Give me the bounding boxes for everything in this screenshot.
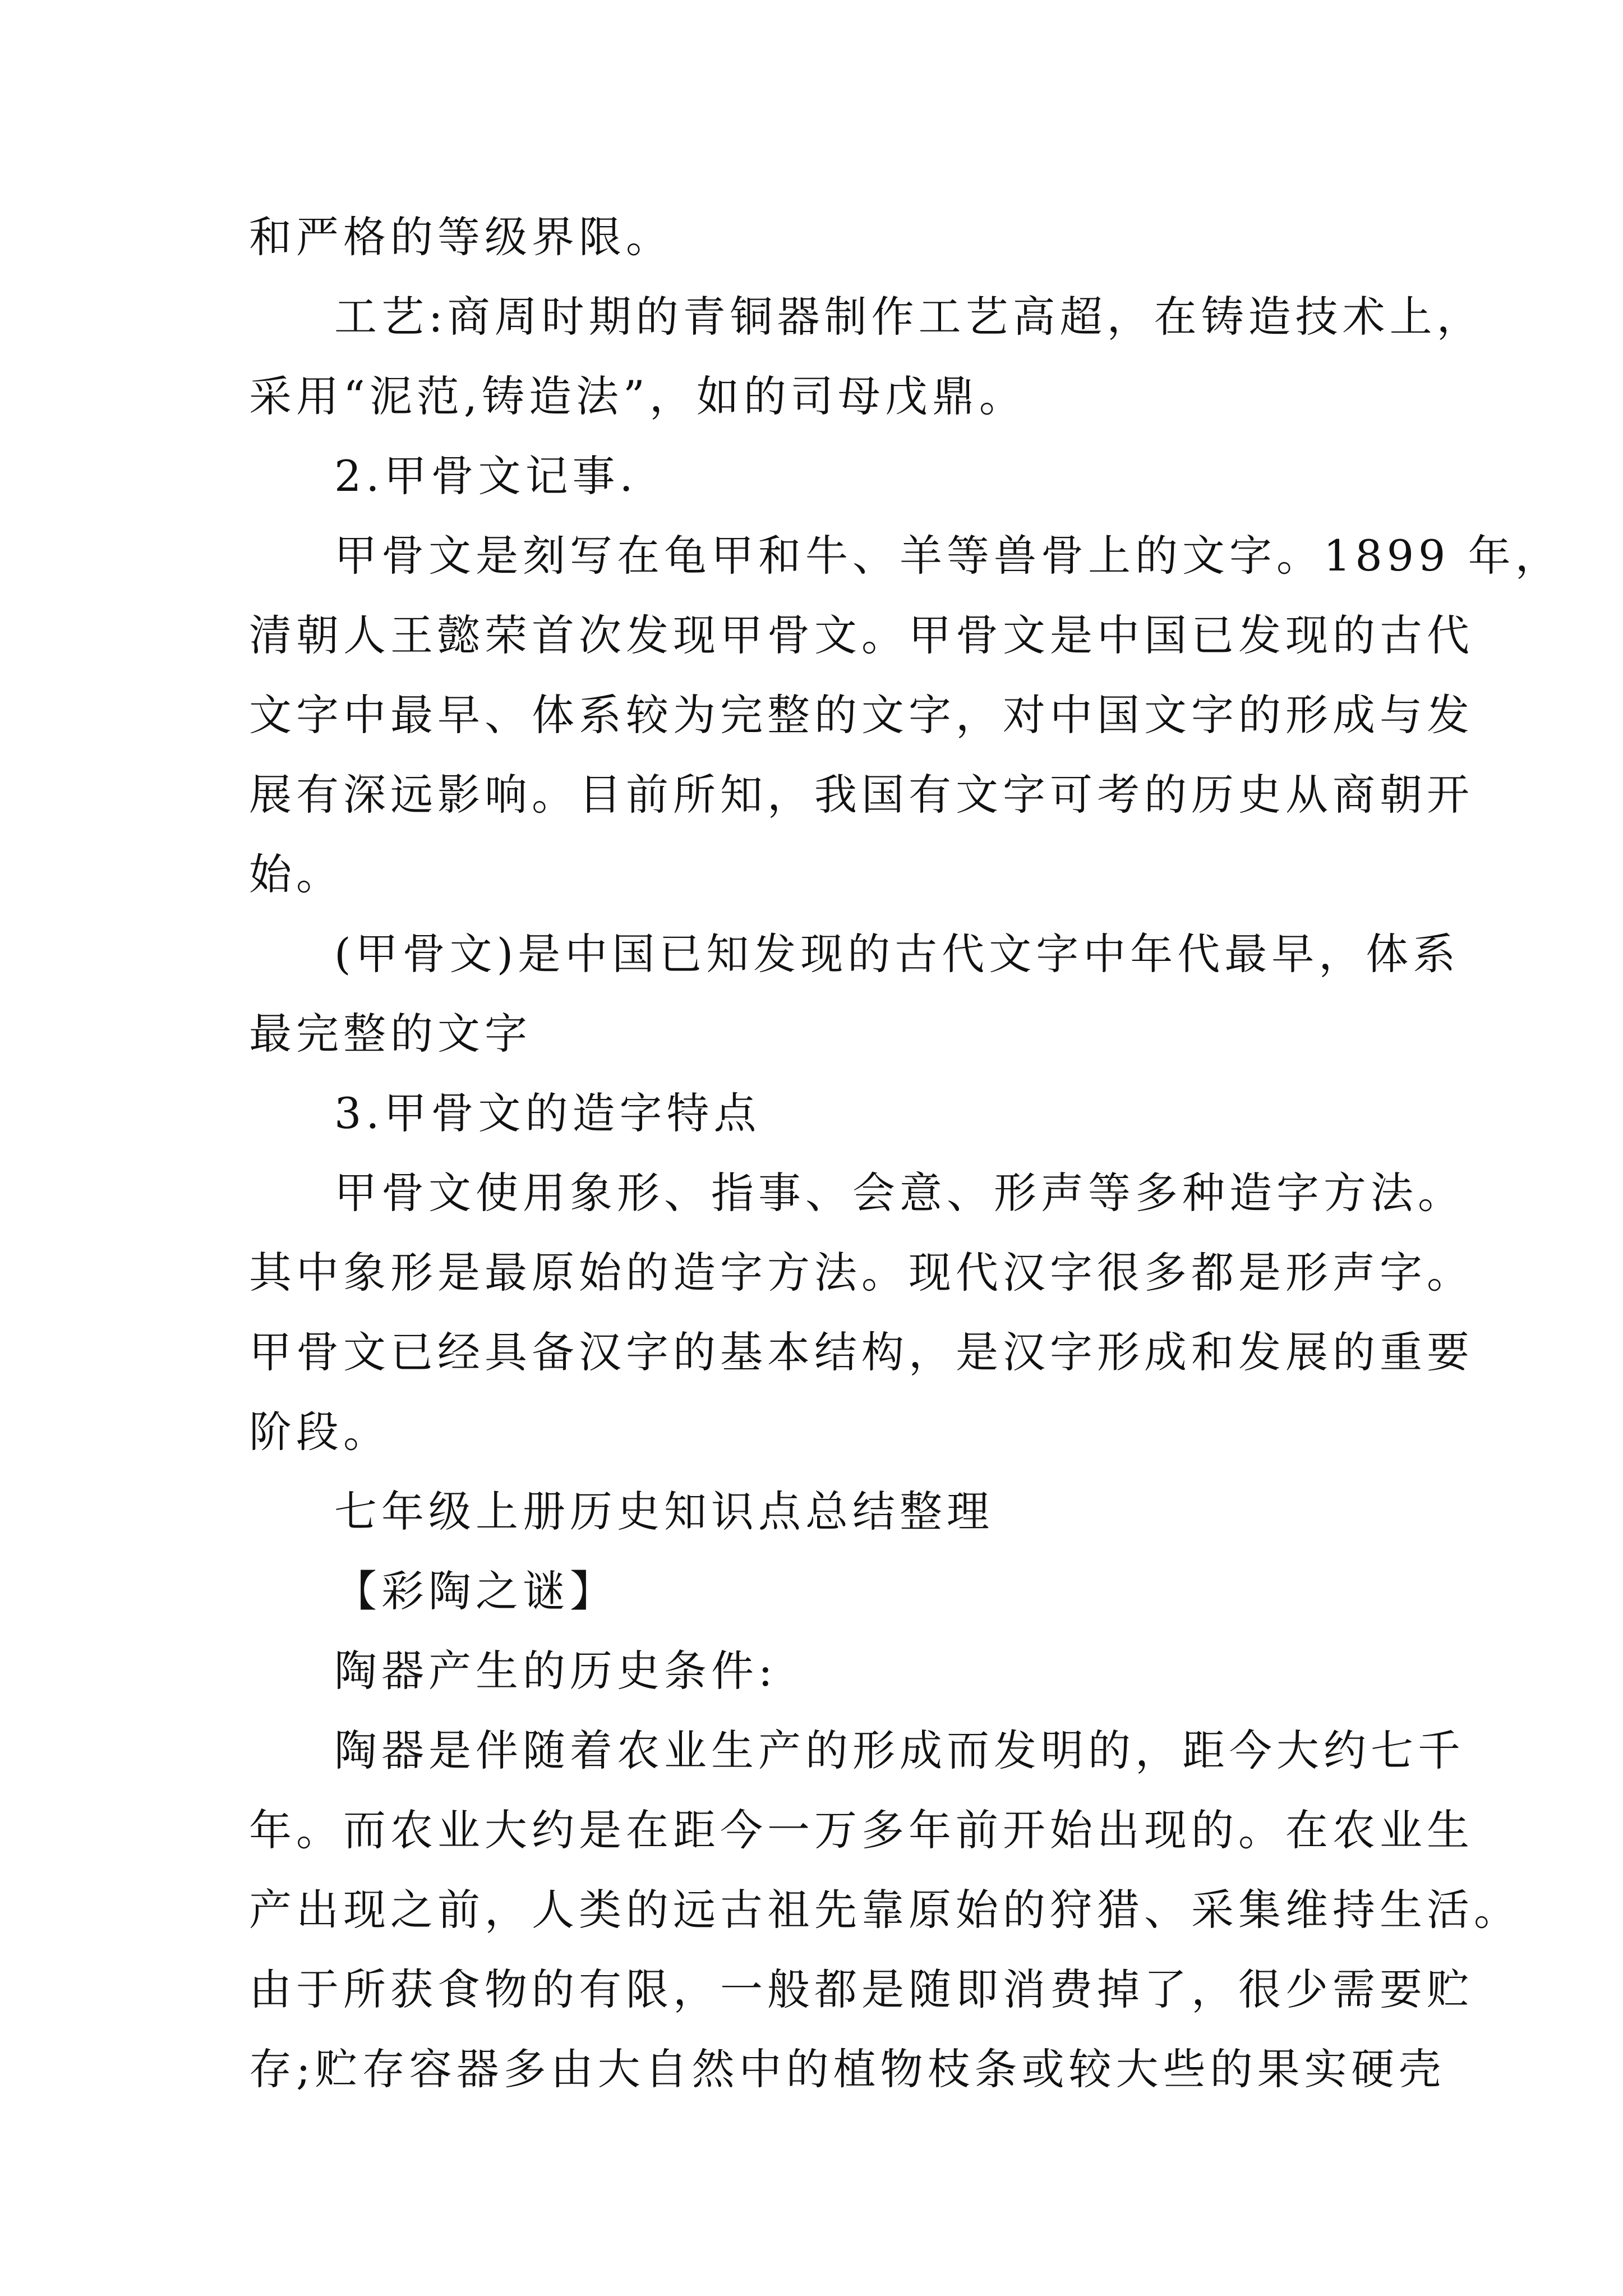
section-heading: 2.甲骨文记事. <box>334 451 638 501</box>
text-line: 工艺:商周时期的青铜器制作工艺高超，在铸造技术上， <box>334 292 1484 342</box>
text-line: 甲骨文使用象形、指事、会意、形声等多种造字方法。 <box>334 1168 1465 1218</box>
text-line: 始。 <box>249 849 343 899</box>
text-line: 存;贮存容器多由大自然中的植物枝条或较大些的果实硬壳 <box>249 2044 1446 2094</box>
section-heading: 3.甲骨文的造字特点 <box>334 1088 761 1138</box>
text-line: 文字中最早、体系较为完整的文字，对中国文字的形成与发 <box>249 690 1474 740</box>
text-line: 陶器是伴随着农业生产的形成而发明的，距今大约七千 <box>334 1726 1465 1775</box>
section-heading: 【彩陶之谜】 <box>334 1566 617 1616</box>
text-line: 甲骨文已经具备汉字的基本结构，是汉字形成和发展的重要 <box>249 1327 1474 1377</box>
text-line: 产出现之前，人类的远古祖先靠原始的狩猎、采集维持生活。 <box>249 1885 1521 1935</box>
document-body <box>249 197 1562 2109</box>
text-line: 由于所获食物的有限，一般都是随即消费掉了，很少需要贮 <box>249 1964 1474 2014</box>
text-line: 阶段。 <box>249 1407 390 1457</box>
text-line: 展有深远影响。目前所知，我国有文字可考的历史从商朝开 <box>249 770 1474 820</box>
text-line: 陶器产生的历史条件: <box>334 1646 777 1696</box>
text-line: 清朝人王懿荣首次发现甲骨文。甲骨文是中国已发现的古代 <box>249 610 1474 660</box>
section-heading: 七年级上册历史知识点总结整理 <box>334 1487 994 1536</box>
text-line: 其中象形是最原始的造字方法。现代汉字很多都是形声字。 <box>249 1248 1474 1297</box>
text-line: 甲骨文是刻写在龟甲和牛、羊等兽骨上的文字。1899 年， <box>334 531 1562 581</box>
text-line: 采用“泥范,铸造法”，如的司母戊鼎。 <box>249 371 1026 421</box>
text-line: (甲骨文)是中国已知发现的古代文字中年代最早，体系 <box>334 929 1460 979</box>
text-line: 和严格的等级界限。 <box>249 212 673 262</box>
text-line: 最完整的文字 <box>249 1009 532 1059</box>
text-line: 年。而农业大约是在距今一万多年前开始出现的。在农业生 <box>249 1805 1474 1855</box>
